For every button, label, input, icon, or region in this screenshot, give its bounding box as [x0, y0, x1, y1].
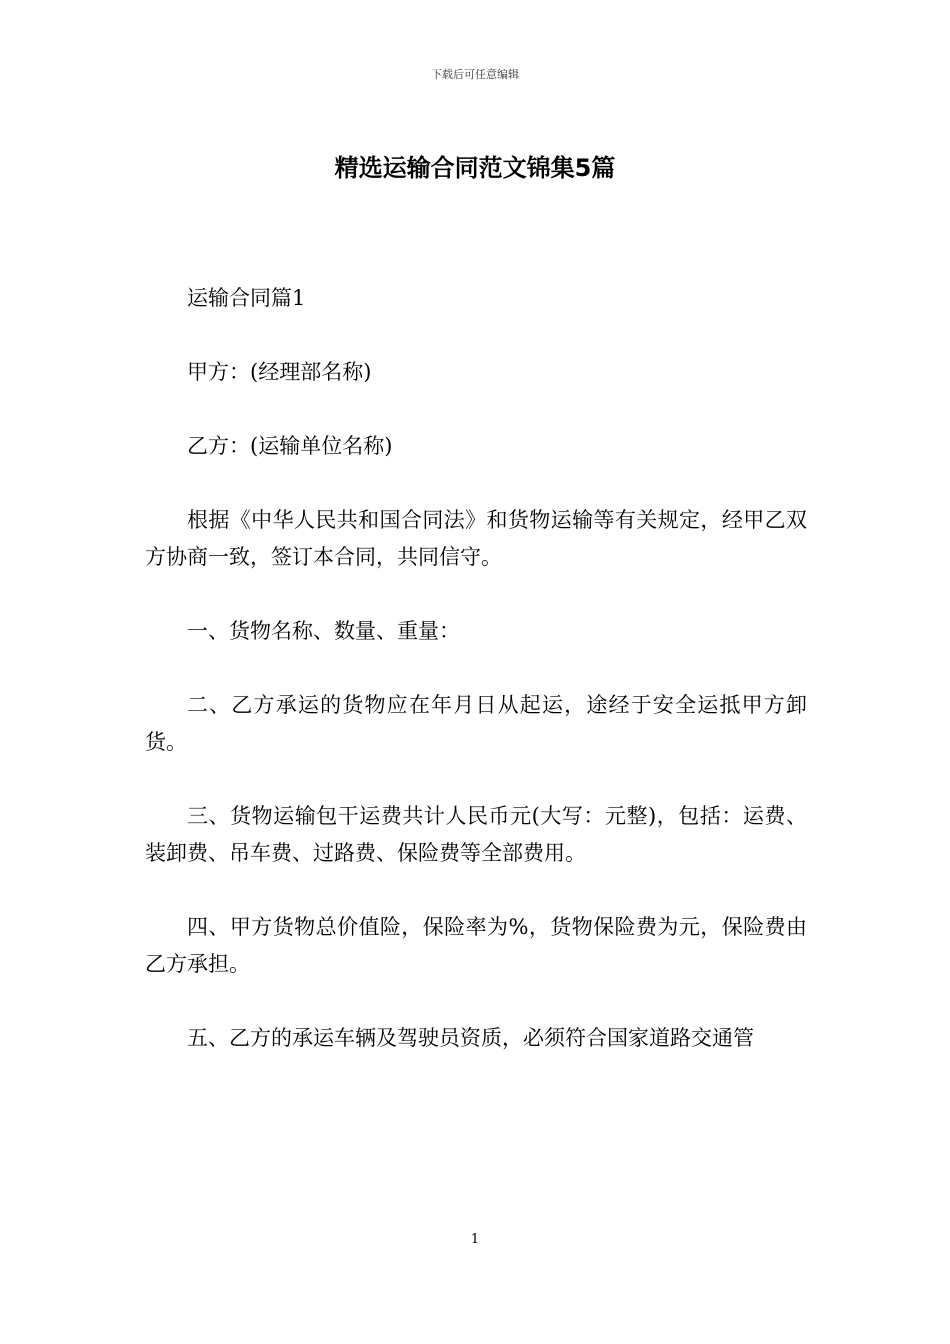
document-body: [145, 280, 807, 1094]
paragraph-clause-4: 四、甲方货物总价值险，保险率为%，货物保险费为元，保险费由乙方承担。: [145, 915, 807, 976]
paragraph-clause-3: 三、货物运输包干运费共计人民币元(大写：元整)，包括：运费、装卸费、吊车费、过路费、保险费等全部费用。: [145, 804, 807, 865]
paragraph-clause-2: 二、乙方承运的货物应在年月日从起运，途经于安全运抵甲方卸货。: [145, 693, 807, 754]
paragraph-clause-1: 一、货物名称、数量、重量：: [187, 619, 460, 643]
header-note: 下载后可任意编辑: [431, 68, 519, 81]
page-number: 1: [470, 1232, 480, 1247]
paragraph-party-a: 甲方：(经理部名称): [187, 360, 372, 384]
paragraph-section-heading: 运输合同篇1: [187, 286, 306, 310]
paragraph-party-b: 乙方：(运输单位名称): [187, 434, 393, 458]
document-title: 精选运输合同范文锦集5篇: [334, 154, 616, 182]
paragraph-clause-5: 五、乙方的承运车辆及驾驶员资质，必须符合国家道路交通管: [187, 1026, 754, 1050]
paragraph-preamble: 根据《中华人民共和国合同法》和货物运输等有关规定，经甲乙双方协商一致，签订本合同，共同信守。: [145, 508, 807, 569]
